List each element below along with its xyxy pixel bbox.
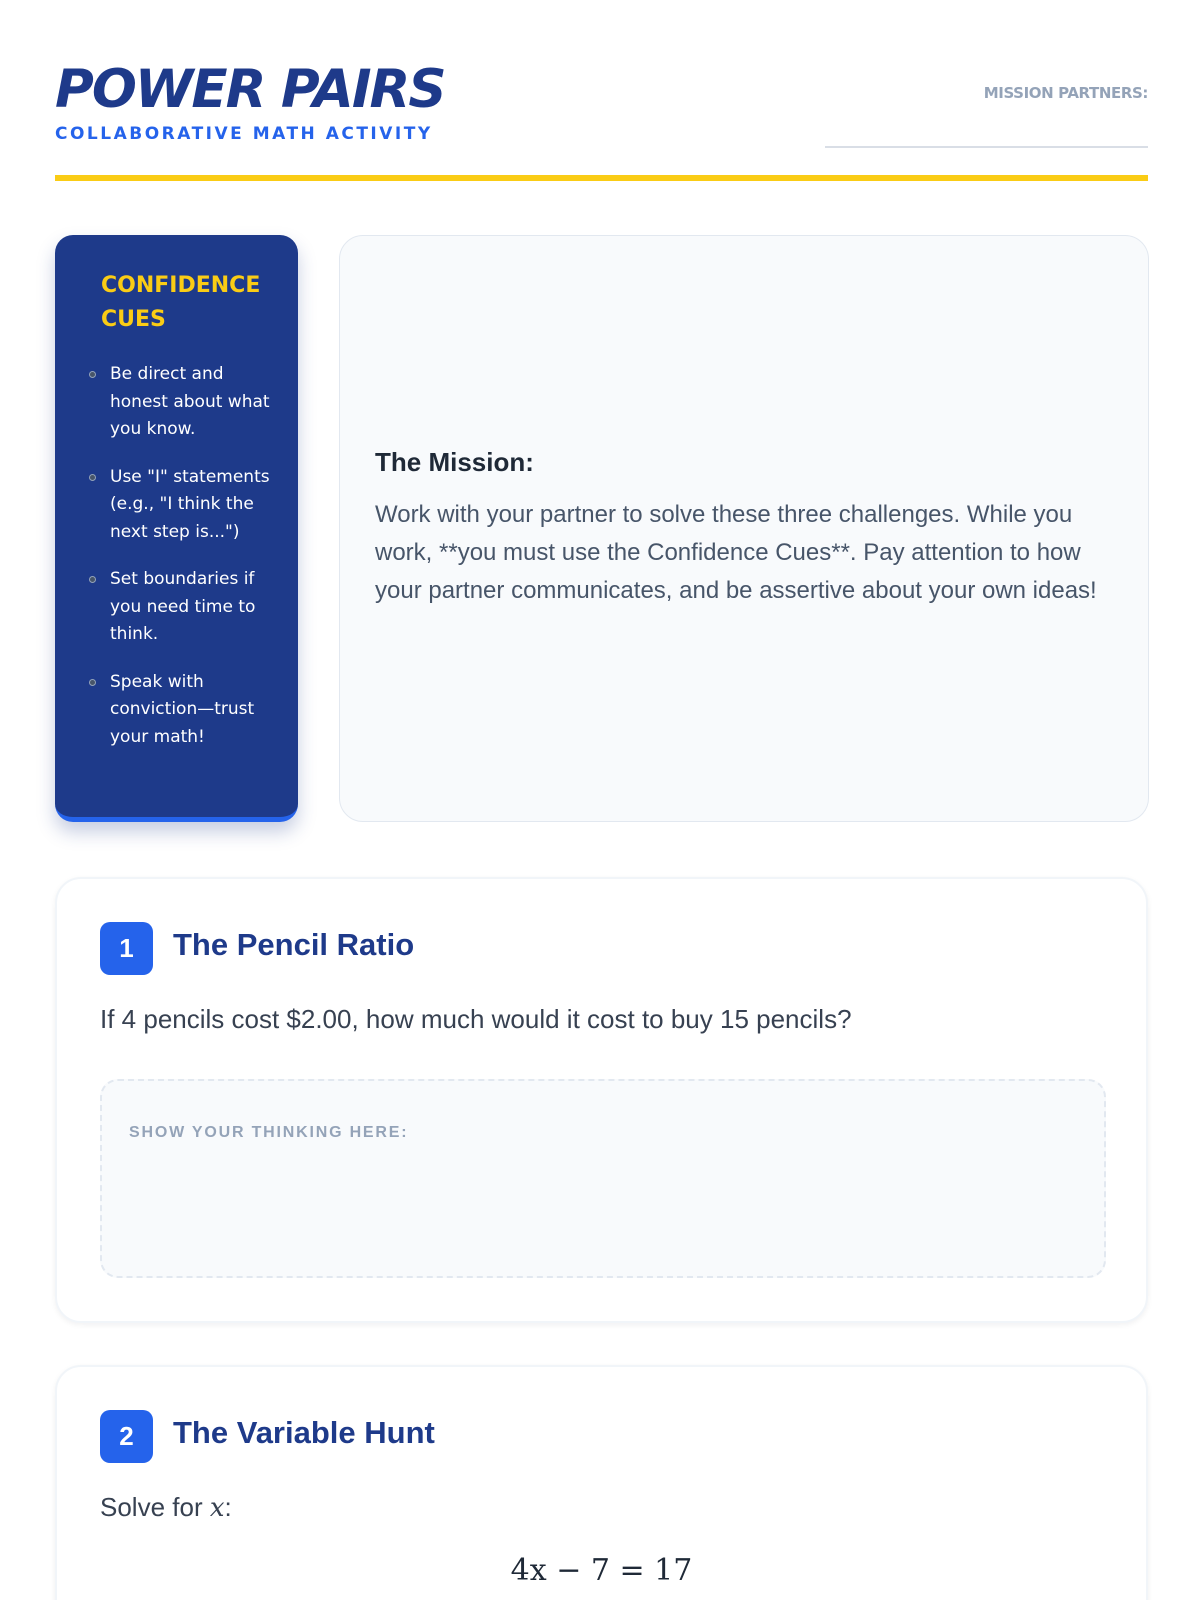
mission-text: Work with your partner to solve these three challenges. While you work, **you must use the Confidence Cues**. Pay attention to how your partner communicates, and be assertive about your own ideas! <box>375 501 1097 604</box>
bullet-icon <box>89 371 96 378</box>
page-title: POWER PAIRS <box>55 59 445 120</box>
cue-text: Be direct and honest about what you know. <box>110 364 270 439</box>
prompt-prefix: Solve for <box>100 1492 210 1522</box>
cue-item <box>89 361 270 444</box>
challenge-title: The Pencil Ratio <box>173 927 415 962</box>
challenge-card-1 <box>55 877 1148 1323</box>
cue-text: Use "I" statements (e.g., "I think the next step is...") <box>110 466 270 542</box>
mission-partners-label: MISSION PARTNERS: <box>983 84 1148 102</box>
challenge-number-badge: 1 <box>100 922 153 975</box>
thinking-workspace[interactable] <box>100 1079 1106 1278</box>
mission-heading: The Mission: <box>375 447 534 477</box>
prompt-suffix: : <box>224 1492 232 1522</box>
cue-text: Set boundaries if you need time to think. <box>110 569 256 644</box>
workspace-label: SHOW YOUR THINKING HERE: <box>129 1124 409 1141</box>
cue-item <box>89 669 270 752</box>
prompt-variable: x <box>209 1493 225 1523</box>
mission-partners-field[interactable] <box>825 146 1148 148</box>
challenge-number-badge: 2 <box>100 1410 153 1463</box>
challenge-title: The Variable Hunt <box>173 1415 435 1450</box>
challenge-prompt: If 4 pencils cost $2.00, how much would it cost to buy 15 pencils? <box>100 1004 852 1034</box>
cue-item <box>89 464 270 547</box>
cue-text: Speak with conviction—trust your math! <box>110 671 255 747</box>
equation: 4x − 7 = 17 <box>510 1553 693 1588</box>
page-header <box>55 58 1148 182</box>
cues-list <box>89 361 270 751</box>
challenge-card-2 <box>55 1365 1148 1600</box>
confidence-cues-card <box>55 235 298 822</box>
header-divider <box>55 175 1148 181</box>
cues-title: CONFIDENCE CUES <box>101 273 261 332</box>
bullet-icon <box>89 576 96 583</box>
bullet-icon <box>89 474 96 481</box>
cue-item <box>89 566 270 649</box>
challenge-prompt <box>100 1492 232 1523</box>
page-subtitle: COLLABORATIVE MATH ACTIVITY <box>55 124 433 144</box>
bullet-icon <box>89 679 96 686</box>
mission-card <box>339 235 1149 822</box>
